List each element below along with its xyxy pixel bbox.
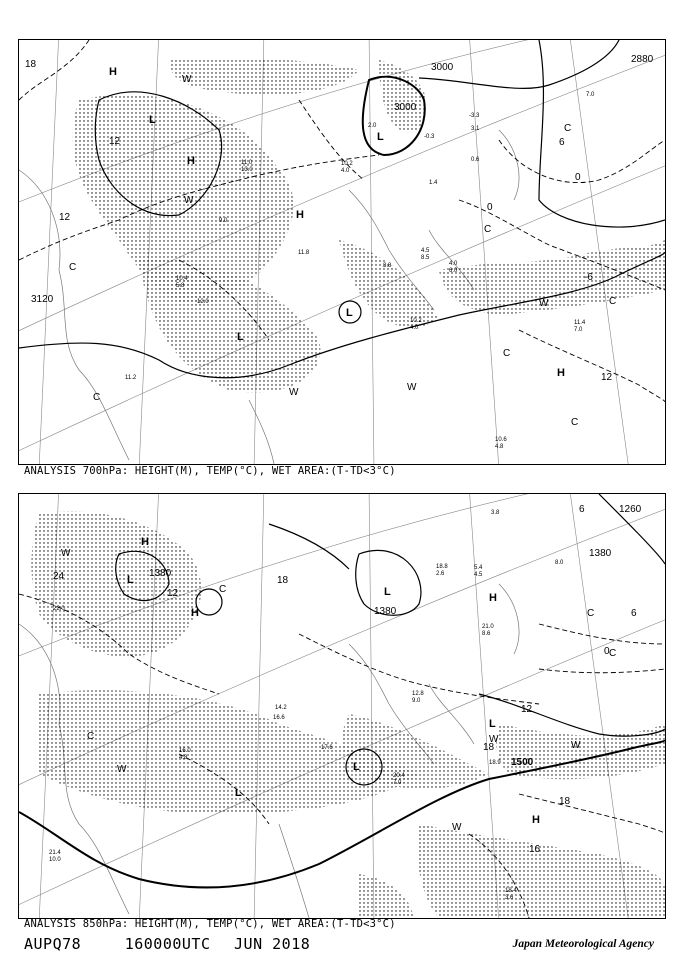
contour-label: 18 — [25, 59, 37, 70]
station-obs: 10.2 — [410, 318, 422, 324]
station-obs: 10.6 — [495, 437, 507, 443]
wet-areas-700 — [73, 58, 665, 393]
chart-time: 160000UTC — [124, 935, 211, 953]
low-center-symbol: L — [489, 718, 496, 730]
cold-center-symbol: C — [587, 608, 595, 619]
chart-date: JUN 2018 — [234, 935, 311, 953]
cold-center-symbol: C — [609, 648, 617, 659]
contour-label: 1500 — [511, 757, 534, 768]
station-obs: 11.8 — [298, 250, 310, 256]
warm-center-symbol: W — [407, 382, 417, 393]
station-obs: 7.0 — [393, 780, 402, 786]
station-obs: 14.2 — [275, 705, 287, 711]
station-obs: 10.0 — [49, 857, 61, 863]
map-panel-850hpa — [18, 493, 666, 919]
contour-label: 6 — [579, 504, 585, 515]
panel-caption-850hpa: ANALYSIS 850hPa: HEIGHT(M), TEMP(°C), WET AREA:(T-TD<3°C) — [24, 918, 396, 930]
station-obs: 4.0 — [341, 168, 350, 174]
high-center-symbol: H — [489, 592, 497, 604]
warm-center-symbol: W — [117, 764, 127, 775]
station-obs: 4.0 — [410, 325, 419, 331]
contour-label: 18 — [483, 742, 495, 753]
contour-label: 16 — [529, 844, 541, 855]
station-obs: 2.0 — [368, 123, 377, 129]
cold-center-symbol: C — [219, 584, 227, 595]
high-center-symbol: H — [296, 209, 304, 221]
station-obs: 5.4 — [474, 565, 483, 571]
contour-label: 18 — [277, 575, 289, 586]
warm-center-symbol: W — [289, 387, 299, 398]
contour-label: 3000 — [431, 62, 454, 73]
station-obs: 9.0 — [219, 218, 228, 224]
low-center-symbol: L — [353, 761, 360, 773]
contour-label: 12 — [601, 372, 613, 383]
contour-label: 6 — [559, 137, 565, 148]
station-obs: 12.8 — [412, 691, 424, 697]
station-obs: 18.4 — [505, 888, 517, 894]
high-center-symbol: H — [187, 155, 195, 167]
station-obs: 4.5 — [421, 248, 430, 254]
station-obs: 18.9 — [489, 760, 501, 766]
contour-label: 24 — [53, 571, 65, 582]
station-obs: 13.0 — [241, 167, 253, 173]
station-obs: 4.8 — [495, 444, 504, 450]
cold-center-symbol: C — [564, 123, 572, 134]
high-center-symbol: H — [141, 536, 149, 548]
station-obs: 3.6 — [505, 895, 514, 901]
contour-label: 1380 — [589, 548, 612, 559]
station-obs: 1.4 — [429, 180, 438, 186]
low-center-symbol: L — [149, 114, 156, 126]
low-center-symbol: L — [384, 586, 391, 598]
cold-center-symbol: C — [571, 417, 579, 428]
station-obs: 9.0 — [412, 698, 421, 704]
warm-center-symbol: W — [571, 740, 581, 751]
panel-caption-700hpa: ANALYSIS 700hPa: HEIGHT(M), TEMP(°C), WET AREA:(T-TD<3°C) — [24, 465, 396, 477]
low-center-symbol: L — [237, 331, 244, 343]
warm-center-symbol: W — [452, 822, 462, 833]
station-obs: 4.5 — [474, 572, 483, 578]
station-obs: 5.8 — [176, 283, 185, 289]
contour-label: 1260 — [619, 504, 642, 515]
cold-center-symbol: C — [484, 224, 492, 235]
station-obs: 11.2 — [125, 375, 137, 381]
station-obs: 3.8 — [491, 510, 500, 516]
contour-label: 12 — [521, 704, 533, 715]
chart-id: AUPQ78 — [24, 935, 82, 953]
cold-center-symbol: C — [69, 262, 77, 273]
cold-center-symbol: C — [93, 392, 101, 403]
contour-label: 0 — [487, 202, 493, 213]
station-obs: 10.4 — [176, 276, 188, 282]
contour-label: 6 — [631, 608, 637, 619]
chart-footer — [24, 935, 310, 953]
high-center-symbol: H — [557, 367, 565, 379]
station-obs: 21.0 — [482, 624, 494, 630]
cold-center-symbol: C — [609, 296, 617, 307]
contour-label: 3120 — [31, 294, 54, 305]
station-obs: 20.4 — [393, 773, 405, 779]
high-center-symbol: H — [532, 814, 540, 826]
station-obs: 3.8 — [383, 263, 392, 269]
low-center-symbol: L — [127, 574, 134, 586]
wet-areas-850 — [32, 511, 666, 918]
agency-name: Japan Meteorological Agency — [512, 938, 654, 950]
station-obs: 7.0 — [586, 92, 595, 98]
station-obs: 22.0 — [53, 606, 65, 612]
station-obs: 17.6 — [321, 745, 333, 751]
station-obs: 8.5 — [421, 255, 430, 261]
contour-label: 12 — [109, 136, 121, 147]
contour-label: 0 — [604, 646, 610, 657]
contour-label: 12 — [59, 212, 71, 223]
station-obs: 8.6 — [482, 631, 491, 637]
contour-label: 2880 — [631, 54, 654, 65]
station-obs: -0.3 — [424, 134, 435, 140]
contour-label: 18 — [559, 796, 571, 807]
station-obs: -3.3 — [469, 113, 480, 119]
warm-center-symbol: W — [539, 298, 549, 309]
contour-label: 3000 — [394, 102, 417, 113]
station-obs: 6.0 — [449, 268, 458, 274]
station-obs: 8.0 — [555, 560, 564, 566]
station-obs: 4.0 — [449, 261, 458, 267]
chart-700hpa — [19, 40, 665, 464]
cold-center-symbol: C — [503, 348, 511, 359]
contour-label: 1380 — [149, 568, 172, 579]
station-obs: 0.6 — [471, 157, 480, 163]
contour-label: 12 — [167, 588, 179, 599]
station-obs: 18.8 — [436, 564, 448, 570]
station-obs: 16.6 — [273, 715, 285, 721]
warm-center-symbol: W — [184, 195, 194, 206]
station-obs: 11.4 — [574, 320, 586, 326]
high-center-symbol: H — [191, 607, 199, 619]
station-obs: 3.1 — [471, 126, 480, 132]
contour-label: 0 — [575, 172, 581, 183]
station-obs: 10.2 — [341, 161, 353, 167]
station-obs: 12.0 — [197, 299, 209, 305]
station-obs: 4.8 — [179, 755, 188, 761]
contour-label: -6 — [584, 272, 593, 283]
warm-center-symbol: W — [61, 548, 71, 559]
warm-center-symbol: W — [182, 74, 192, 85]
cold-center-symbol: C — [87, 731, 95, 742]
station-obs: 7.0 — [574, 327, 583, 333]
high-center-symbol: H — [109, 66, 117, 78]
low-center-symbol: L — [346, 307, 353, 319]
station-obs: 21.4 — [49, 850, 61, 856]
station-obs: 16.0 — [179, 748, 191, 754]
chart-850hpa — [19, 494, 665, 918]
warm-center-symbol: W — [489, 734, 499, 745]
station-obs: 11.0 — [241, 160, 253, 166]
low-center-symbol: L — [377, 131, 384, 143]
station-obs: 2.6 — [436, 571, 445, 577]
contour-label: 1380 — [374, 606, 397, 617]
map-panel-700hpa — [18, 39, 666, 465]
low-center-symbol: L — [235, 787, 242, 799]
